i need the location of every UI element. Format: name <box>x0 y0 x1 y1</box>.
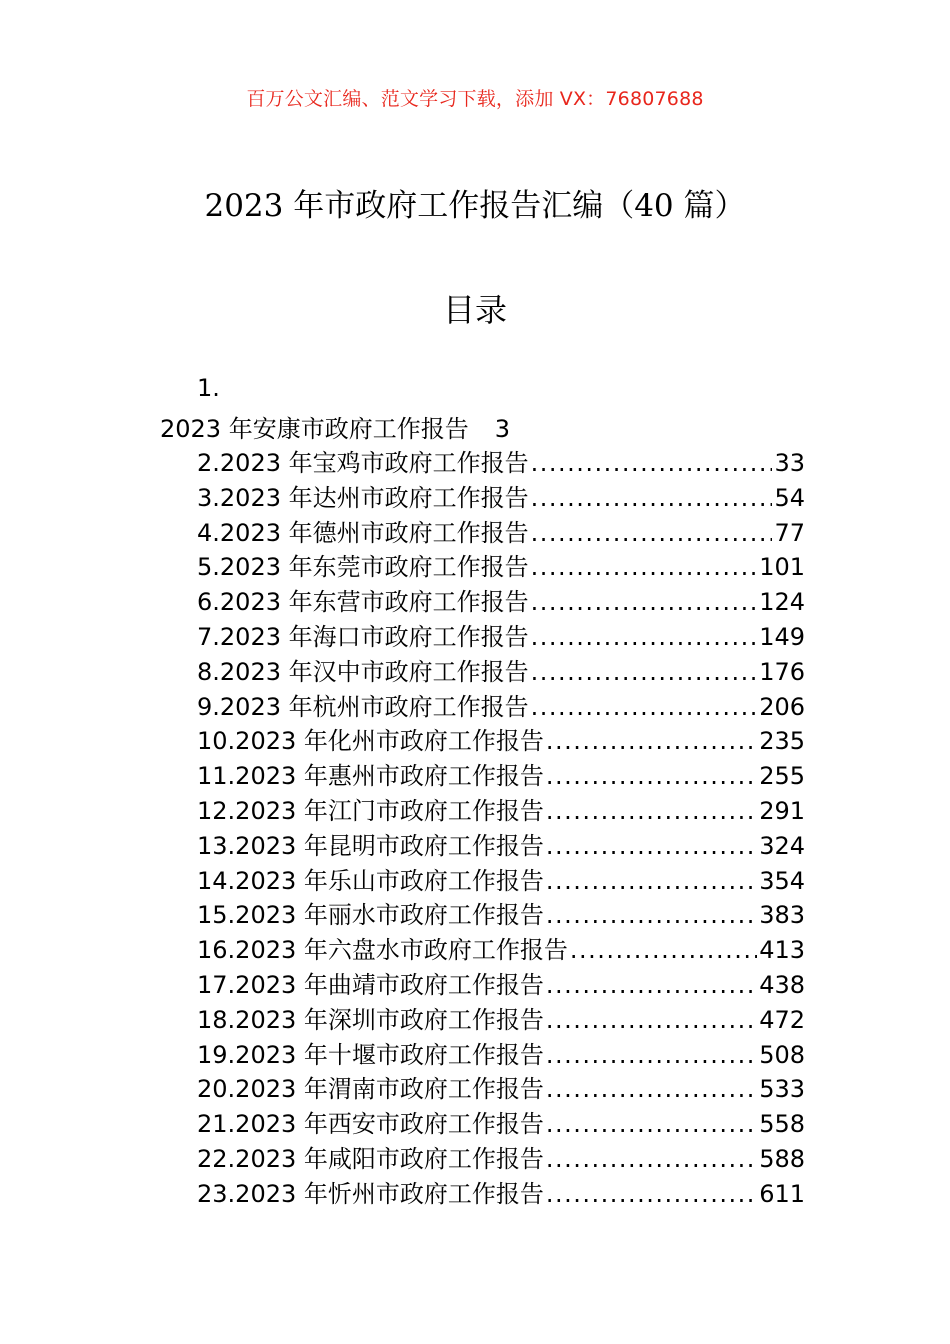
toc-entry-page: 324 <box>759 831 805 860</box>
toc-entry[interactable] <box>197 547 805 582</box>
toc-entry-label: 10.2023 年化州市政府工作报告 <box>197 727 544 756</box>
toc-entry-label: 3.2023 年达州市政府工作报告 <box>197 483 529 512</box>
dot-leader <box>546 797 757 825</box>
dot-leader <box>546 762 757 790</box>
toc-entry-page: 508 <box>759 1040 805 1069</box>
toc-entry[interactable] <box>197 1174 805 1209</box>
toc-entry[interactable] <box>197 1104 805 1139</box>
dot-leader <box>546 832 757 860</box>
toc-entry[interactable] <box>197 756 805 791</box>
toc-heading: 目录 <box>442 291 507 329</box>
toc-entry-page: 588 <box>759 1144 805 1173</box>
dot-leader <box>531 449 773 477</box>
toc-entry-label: 2023 年安康市政府工作报告 <box>160 415 469 443</box>
toc-entry[interactable] <box>197 861 805 896</box>
toc-entry-label: 12.2023 年江门市政府工作报告 <box>197 796 544 825</box>
toc-entry-label: 13.2023 年昆明市政府工作报告 <box>197 831 544 860</box>
toc-entry[interactable] <box>197 1069 805 1104</box>
toc-entry-label: 6.2023 年东营市政府工作报告 <box>197 588 529 617</box>
toc-entry[interactable] <box>197 617 805 652</box>
toc-entry-page: 176 <box>759 657 805 686</box>
toc-entry-page: 558 <box>759 1110 805 1139</box>
dot-leader <box>546 1075 757 1103</box>
toc-entry-page: 3 <box>494 415 510 443</box>
toc-entry[interactable] <box>197 895 805 930</box>
toc-entry-page: 354 <box>759 866 805 895</box>
toc-entry-label: 18.2023 年深圳市政府工作报告 <box>197 1005 544 1034</box>
toc-entry-page: 124 <box>759 588 805 617</box>
dot-leader <box>546 1145 757 1173</box>
toc-entry-page: 383 <box>759 901 805 930</box>
toc-entry-label: 16.2023 年六盘水市政府工作报告 <box>197 936 568 965</box>
toc-entry[interactable] <box>197 1000 805 1035</box>
toc-entry-page: 255 <box>759 762 805 791</box>
dot-leader <box>531 658 758 686</box>
toc-entry[interactable] <box>197 1139 805 1174</box>
toc-entry[interactable] <box>197 826 805 861</box>
toc-entry[interactable] <box>197 443 805 478</box>
toc-entry-label: 17.2023 年曲靖市政府工作报告 <box>197 970 544 999</box>
toc-entry-page: 438 <box>759 970 805 999</box>
toc-entry-page: 206 <box>759 692 805 721</box>
toc-entry-page: 54 <box>774 483 805 512</box>
toc-entry[interactable] <box>197 791 805 826</box>
toc-entry-label: 9.2023 年杭州市政府工作报告 <box>197 692 529 721</box>
toc-entry-label: 15.2023 年丽水市政府工作报告 <box>197 901 544 930</box>
toc-entry[interactable] <box>197 930 805 965</box>
toc-entry-page: 472 <box>759 1005 805 1034</box>
dot-leader <box>531 623 758 651</box>
table-of-contents <box>197 443 805 1209</box>
dot-leader <box>531 484 773 512</box>
toc-entry[interactable] <box>197 582 805 617</box>
toc-entry-page: 149 <box>759 622 805 651</box>
toc-entry-label: 8.2023 年汉中市政府工作报告 <box>197 657 529 686</box>
toc-entry-label: 21.2023 年西安市政府工作报告 <box>197 1110 544 1139</box>
toc-entry-page: 413 <box>759 936 805 965</box>
toc-entry-page: 235 <box>759 727 805 756</box>
toc-entry-label: 19.2023 年十堰市政府工作报告 <box>197 1040 544 1069</box>
dot-leader <box>546 727 757 755</box>
dot-leader <box>531 553 758 581</box>
toc-entry[interactable] <box>197 478 805 513</box>
dot-leader <box>546 1180 757 1208</box>
dot-leader <box>546 1041 757 1069</box>
dot-leader <box>531 519 773 547</box>
dot-leader <box>531 588 758 616</box>
document-title: 2023 年市政府工作报告汇编（40 篇） <box>204 188 746 224</box>
toc-entry-label: 23.2023 年忻州市政府工作报告 <box>197 1179 544 1208</box>
toc-entry-label: 14.2023 年乐山市政府工作报告 <box>197 866 544 895</box>
dot-leader <box>531 693 758 721</box>
toc-entry-page: 611 <box>759 1179 805 1208</box>
dot-leader <box>546 901 757 929</box>
toc-entry[interactable] <box>197 687 805 722</box>
toc-entry[interactable] <box>197 965 805 1000</box>
toc-entry-label: 7.2023 年海口市政府工作报告 <box>197 622 529 651</box>
dot-leader <box>546 867 757 895</box>
header-note: 百万公文汇编、范文学习下载，添加 VX：76807688 <box>246 88 704 110</box>
dot-leader <box>546 971 757 999</box>
dot-leader <box>546 1110 757 1138</box>
dot-leader <box>546 1006 757 1034</box>
toc-entry-label: 2.2023 年宝鸡市政府工作报告 <box>197 449 529 477</box>
toc-entry-page: 33 <box>774 449 805 477</box>
toc-entry-page: 77 <box>774 518 805 547</box>
toc-entry-page: 101 <box>759 553 805 582</box>
toc-entry[interactable] <box>197 513 805 548</box>
toc-entry-label: 5.2023 年东莞市政府工作报告 <box>197 553 529 582</box>
toc-entry-1-number: 1. <box>197 374 220 402</box>
toc-entry-label: 4.2023 年德州市政府工作报告 <box>197 518 529 547</box>
toc-entry-label: 22.2023 年咸阳市政府工作报告 <box>197 1144 544 1173</box>
toc-entry[interactable] <box>197 1035 805 1070</box>
toc-entry-page: 291 <box>759 796 805 825</box>
toc-entry-1[interactable] <box>160 409 510 444</box>
dot-leader <box>570 936 757 964</box>
toc-entry[interactable] <box>197 652 805 687</box>
toc-entry-page: 533 <box>759 1075 805 1104</box>
toc-entry-label: 11.2023 年惠州市政府工作报告 <box>197 762 544 791</box>
toc-entry[interactable] <box>197 721 805 756</box>
toc-entry-label: 20.2023 年渭南市政府工作报告 <box>197 1075 544 1104</box>
